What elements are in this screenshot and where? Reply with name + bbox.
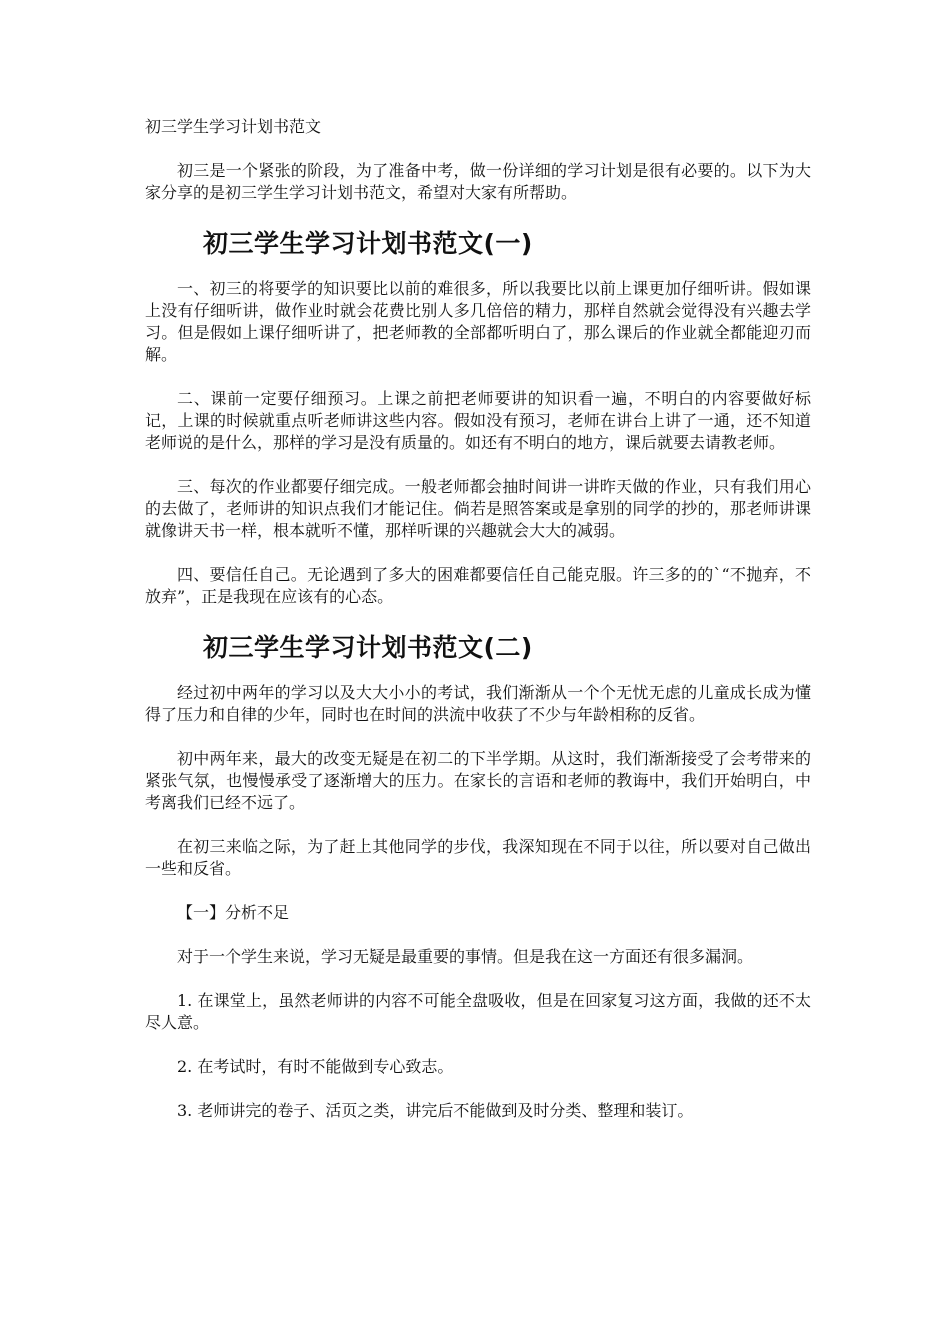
- paragraph: 经过初中两年的学习以及大大小小的考试，我们渐渐从一个个无忧无虑的儿童成长成为懂得了压力和自律的少年，同时也在时间的洪流中收获了不少与年龄相称的反省。: [145, 683, 811, 724]
- paragraph: 一、初三的将要学的知识要比以前的难很多，所以我要比以前上课更加仔细听讲。假如课上没有仔细听讲，做作业时就会花费比别人多几倍倍的精力，那样自然就会觉得没有兴趣去学习。但是假如上课仔细听讲了，把老师教的全部都听明白了，那么课后的作业就全都能迎刃而解。: [145, 279, 811, 364]
- paragraph: 四、要信任自己。无论遇到了多大的困难都要信任自己能克服。许三多的的`“不抛弃，不放弃”，正是我现在应该有的心态。: [145, 565, 811, 606]
- list-item: 3. 老师讲完的卷子、活页之类，讲完后不能做到及时分类、整理和装订。: [177, 1101, 694, 1120]
- paragraph: 三、每次的作业都要仔细完成。一般老师都会抽时间讲一讲昨天做的作业，只有我们用心的去做了，老师讲的知识点我们才能记住。倘若是照答案或是拿别的同学的抄的，那老师讲课就像讲天书一样，根本就听不懂，那样听课的兴趣就会大大的减弱。: [145, 477, 811, 540]
- paragraph: 初中两年来，最大的改变无疑是在初二的下半学期。从这时，我们渐渐接受了会考带来的紧张气氛，也慢慢承受了逐渐增大的压力。在家长的言语和老师的教诲中，我们开始明白，中考离我们已经不远了。: [145, 749, 811, 812]
- subheading-paragraph: 【一】分析不足: [177, 903, 290, 922]
- document-body: [145, 116, 811, 1144]
- section-heading-1: 初三学生学习计划书范文(一): [203, 229, 533, 258]
- paragraph: 二、课前一定要仔细预习。上课之前把老师要讲的知识看一遍，不明白的内容要做好标记，上课的时候就重点听老师讲这些内容。假如没有预习，老师在讲台上讲了一通，还不知道老师说的是什么，那样的学习是没有质量的。如还有不明白的地方，课后就要去请教老师。: [145, 389, 811, 452]
- document-title: 初三学生学习计划书范文: [145, 117, 322, 136]
- list-item: 2. 在考试时，有时不能做到专心致志。: [177, 1057, 454, 1076]
- intro-paragraph: 初三是一个紧张的阶段，为了准备中考，做一份详细的学习计划是很有必要的。以下为大家分享的是初三学生学习计划书范文，希望对大家有所帮助。: [145, 161, 811, 202]
- paragraph: 对于一个学生来说，学习无疑是最重要的事情。但是我在这一方面还有很多漏洞。: [177, 947, 754, 966]
- list-item: 1. 在课堂上，虽然老师讲的内容不可能全盘吸收，但是在回家复习这方面，我做的还不太尽人意。: [145, 991, 811, 1032]
- paragraph: 在初三来临之际，为了赶上其他同学的步伐，我深知现在不同于以往，所以要对自己做出一些和反省。: [145, 837, 811, 878]
- section-heading-2: 初三学生学习计划书范文(二): [203, 633, 533, 662]
